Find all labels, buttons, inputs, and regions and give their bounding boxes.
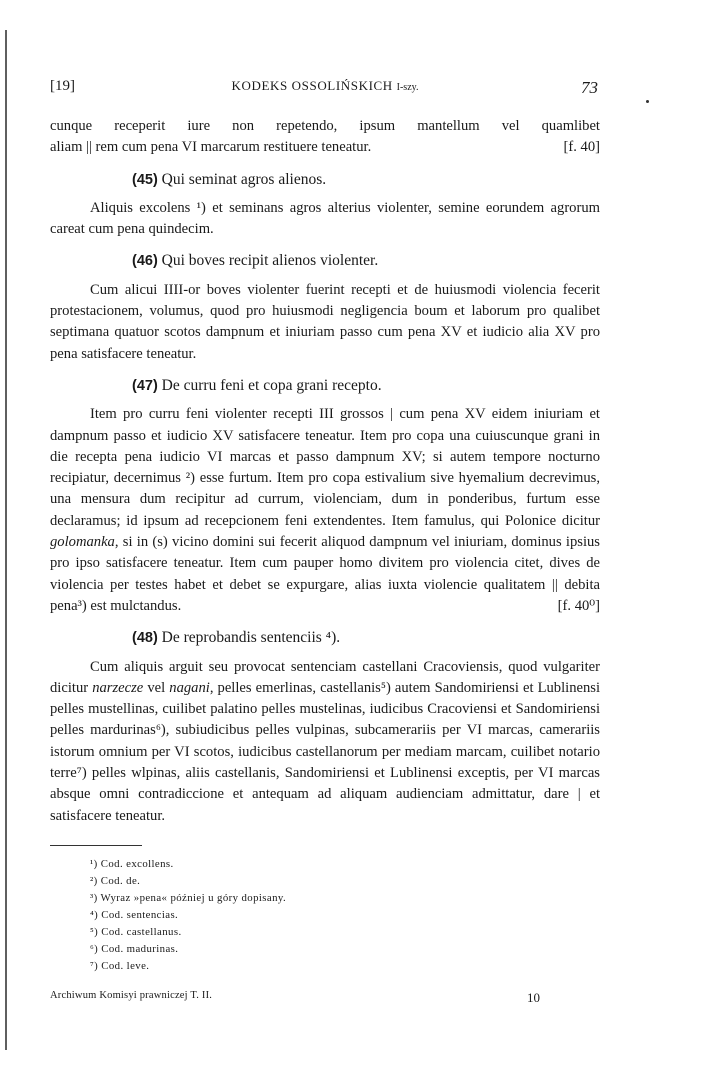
text-part: Cum aliquis arguit seu provocat sentenciam castellani Cracoviensis, quod vulgariter dicitur	[50, 658, 600, 696]
section-title: De curru feni et copa grani recepto.	[161, 376, 382, 394]
header-page-ref: [19]	[50, 78, 75, 94]
folio-marker: [f. 40]	[563, 139, 600, 156]
footnote-mark: ⁷)	[90, 959, 99, 972]
header-page-number: 73	[581, 78, 598, 97]
main-text	[50, 116, 600, 975]
footnote	[90, 856, 600, 873]
polish-term: golomanka	[50, 534, 115, 551]
footnote-mark: ⁴)	[90, 908, 99, 921]
polish-term: narzecze	[92, 679, 144, 696]
text-part: , pelles emerlinas, castellanis⁵) autem Sandomiriensi et Lublinensi pelles mustellinas, cuilibet palatino pelles mustelinas, iudicibus Cracoviensi et Sandomiriensi pelles mardurinas⁶), subiudicibus pelles vulpinas, subcamerariis per VI marcas, camerariis istorum omnium per VI scotos, iudicibus castellanorum per mediam marcam, cuilibet notario terre⁷) pelles wlpinas, aliis castellanis, Sandomiriensi et Lublinensi exceptis, per VI marcas absque omni contradiccione et antequam ad aliquam audienciam admittatur, dare | et satisfacere teneatur.	[50, 679, 601, 824]
intro-line-1: cunque receperit iure non repetendo, ipsum mantellum vel quamlibet	[50, 118, 600, 134]
footnote-text: Cod. castellanus.	[101, 925, 182, 938]
footnotes	[90, 856, 600, 975]
section-heading-45	[50, 169, 600, 191]
section-heading-46	[50, 250, 600, 272]
section-text-45: Aliquis excolens ¹) et seminans agros alterius violenter, semine eorundem agrorum careat cum pena quindecim.	[50, 199, 600, 238]
section-number: (46)	[132, 253, 158, 270]
footnote-separator	[50, 845, 142, 846]
footnote-text: Cod. sentencias.	[101, 908, 179, 921]
intro-line-2-text: aliam || rem cum pena VI marcarum restituere teneatur.	[50, 139, 372, 156]
text-part: Item pro curru feni violenter recepti III grossos | cum pena XV eidem iniuriam et dampnum passo et iudicio XV satisfacere teneatur. Item pro copa una cuiuscunque grani in die recepta pena iudicio VI marcas et passo dampnum XV; si autem tempore nocturno recipiatur, decernimus ²) esse furtum. Item pro copa estivalium sive hyemalium decrevimus, una mensura dum recipitur ad currum, violenciam, dum in ponderibus, furtum esse declaramus; id ipsum ad recepcionem feni extendentes. Item famulus, qui Polonice dicitur	[50, 406, 600, 529]
section-title: Qui boves recipit alienos violenter.	[161, 252, 379, 270]
footnote	[90, 890, 600, 907]
footnote	[90, 941, 600, 958]
footnote	[90, 958, 600, 975]
header-title-small: I-szy.	[396, 82, 419, 93]
section-number: (45)	[132, 171, 158, 188]
footnote-mark: ²)	[90, 874, 98, 887]
polish-term: nagani	[169, 679, 210, 696]
text-part: , si in (s) vicino domini sui fecerit aliquod dampnum vel iniuriam, dominus ipsius pro ipso satisfacere teneatur. Item cum pauper homo divitem pro violencia citet, dives de violencia per testes habet et debet se expurgare, alias iuxta violencie qualitatem || debita pena³) est mulctandus.	[50, 534, 600, 614]
footnote-text: Cod. excollens.	[100, 857, 174, 870]
folio-marker: [f. 40⁰]	[557, 597, 600, 614]
footer-series: Archiwum Komisyi prawniczej T. II.	[50, 990, 213, 1001]
header-title	[50, 78, 600, 94]
section-title: Qui seminat agros alienos.	[161, 170, 327, 188]
footnote-text: Wyraz »pena« później u góry dopisany.	[100, 891, 287, 904]
footnote-text: Cod. leve.	[101, 959, 150, 972]
running-header	[50, 76, 600, 100]
footnote-text: Cod. de.	[100, 874, 141, 887]
footnote-mark: ³)	[90, 891, 98, 904]
scan-speck	[646, 100, 649, 103]
section-text-47	[50, 404, 600, 617]
footnote-mark: ¹)	[90, 857, 98, 870]
section-text-46: Cum alicui IIII-or boves violenter fuerint recepti et de huiusmodi violencia fecerit protestacionem, volumus, quod pro huiusmodi negligencia boum et laborum pro qualibet septimana quatuor scotos dampnum et iniuriam passo cum pena XV et iudicio alia XV pro pena satisfacere teneatur.	[50, 281, 600, 362]
footnote	[90, 924, 600, 941]
scan-border-line	[5, 30, 7, 1050]
footnote	[90, 873, 600, 890]
footnote-mark: ⁶)	[90, 942, 99, 955]
footnote-mark: ⁵)	[90, 925, 99, 938]
section-number: (47)	[132, 377, 158, 394]
section-number: (48)	[132, 630, 158, 647]
section-text-48	[50, 657, 600, 827]
page-footer	[50, 990, 600, 1005]
footer-signature-number: 10	[527, 990, 540, 1005]
text-part: vel	[147, 679, 166, 696]
section-heading-48	[50, 627, 600, 649]
footnote-text: Cod. madurinas.	[101, 942, 179, 955]
footnote	[90, 907, 600, 924]
section-title: De reprobandis sentenciis ⁴).	[161, 629, 341, 647]
intro-line-2	[50, 137, 600, 158]
header-title-main: KODEKS OSSOLIŃSKICH	[231, 78, 393, 93]
section-heading-47	[50, 375, 600, 397]
